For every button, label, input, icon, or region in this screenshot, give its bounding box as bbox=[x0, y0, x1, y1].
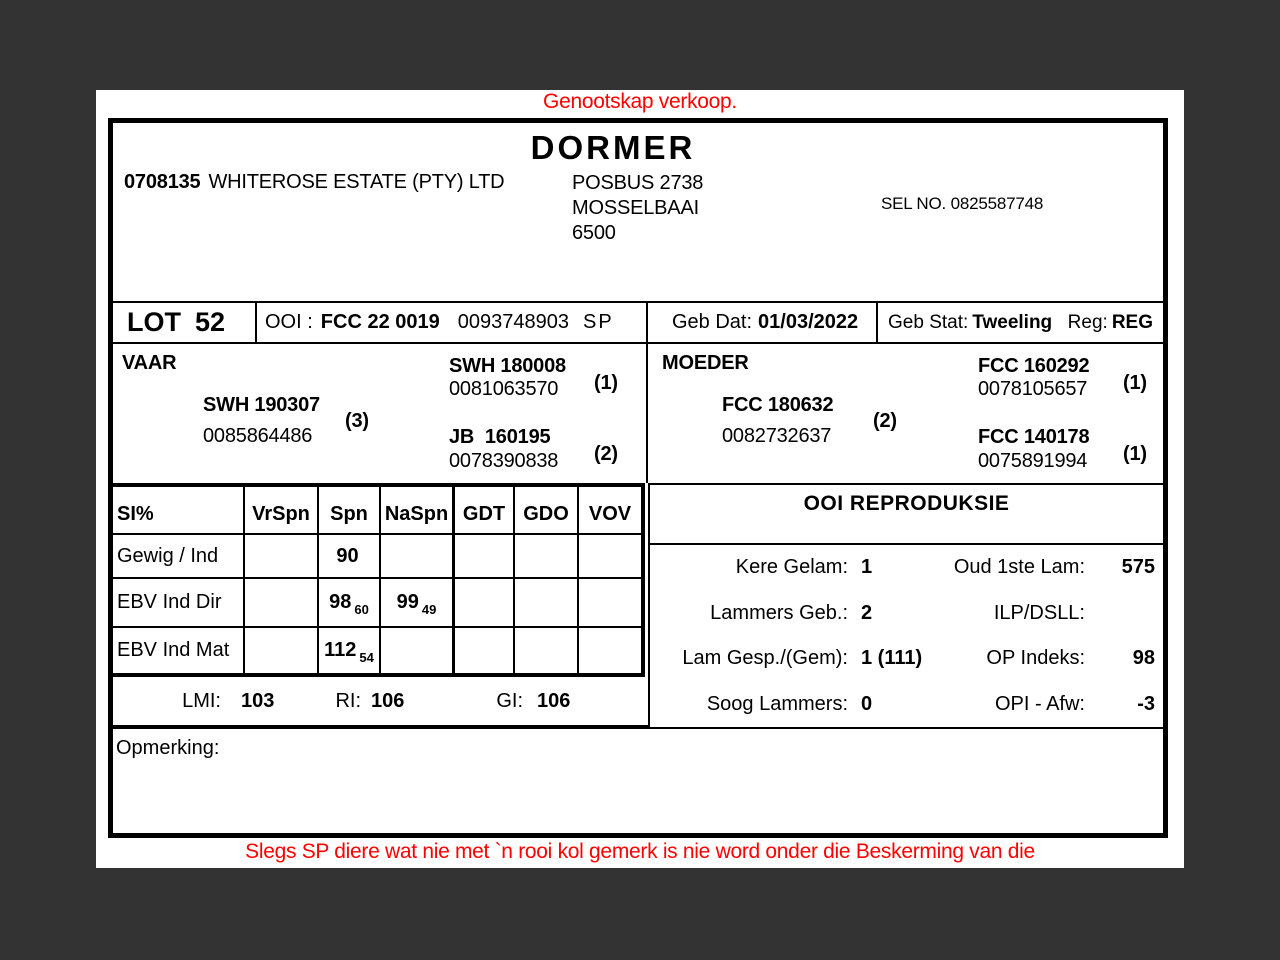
sire-dam-tag: 0078390838 bbox=[449, 450, 559, 472]
spn-value: 98 bbox=[329, 591, 352, 613]
stats-header-gdt: GDT bbox=[455, 487, 515, 535]
dam-sire-tag: 0078105657 bbox=[978, 378, 1088, 400]
cell-number: SEL NO. 0825587748 bbox=[881, 194, 1044, 213]
stats-cell-gdt bbox=[455, 579, 515, 628]
repro-label: OP Indeks: bbox=[986, 647, 1085, 670]
dam-dam-id: FCC 140178 bbox=[978, 426, 1090, 448]
ewe-id-cell bbox=[257, 303, 648, 342]
sire-tag: 0085864486 bbox=[203, 425, 313, 447]
gi-value: 106 bbox=[537, 690, 571, 712]
repro-value: 575 bbox=[1121, 556, 1155, 579]
sire-section-label: VAAR bbox=[122, 352, 177, 374]
stats-cell-gdt bbox=[455, 628, 515, 673]
breed-values-table bbox=[113, 483, 645, 677]
pedigree-section bbox=[113, 344, 1163, 483]
repro-value: 2 bbox=[861, 601, 873, 624]
naspn-value: 99 bbox=[396, 591, 419, 613]
sire-pedigree bbox=[113, 344, 648, 483]
birth-status-cell bbox=[878, 303, 1163, 342]
ewe-stud-id: FCC 22 0019 bbox=[320, 311, 440, 333]
stats-cell-gdo bbox=[515, 579, 579, 628]
stats-cell-gdo bbox=[515, 628, 579, 673]
ri-value: 106 bbox=[371, 690, 405, 712]
stats-header-si: SI% bbox=[113, 487, 245, 535]
repro-value: 98 bbox=[1132, 647, 1155, 670]
member-number: 0708135 bbox=[124, 171, 201, 193]
card-header bbox=[113, 123, 1163, 301]
reproduction-grid bbox=[650, 545, 1163, 727]
stats-row-label: EBV Ind Dir bbox=[113, 579, 245, 628]
lot-number: 52 bbox=[195, 307, 226, 337]
stats-header-spn: Spn bbox=[319, 487, 381, 535]
stats-cell-spn bbox=[319, 579, 381, 628]
dam-dam-tag: 0075891994 bbox=[978, 450, 1088, 472]
repro-value: 1 bbox=[861, 556, 873, 579]
stats-cell-vov bbox=[579, 535, 641, 579]
repro-value: -3 bbox=[1137, 692, 1155, 715]
reproduction-title: OOI REPRODUKSIE bbox=[650, 485, 1163, 545]
spn-accuracy: 60 bbox=[354, 602, 369, 617]
ooi-label: OOI : bbox=[265, 311, 313, 333]
lot-number-cell bbox=[113, 303, 257, 342]
dam-sire-count: (1) bbox=[1123, 372, 1147, 394]
stats-cell-vrspn bbox=[245, 579, 319, 628]
repro-value bbox=[1085, 591, 1160, 637]
repro-value: 1 (111) bbox=[861, 647, 923, 670]
repro-label: OPI - Afw: bbox=[994, 692, 1085, 715]
dam-sire-id: FCC 160292 bbox=[978, 355, 1090, 377]
lot-row bbox=[113, 301, 1163, 344]
dam-pedigree bbox=[650, 344, 1163, 483]
sale-catalog-page bbox=[96, 90, 1184, 868]
lmi-label: LMI: bbox=[182, 690, 221, 712]
stats-cell-spn bbox=[319, 535, 381, 579]
stats-cell-gdo bbox=[515, 535, 579, 579]
naspn-accuracy: 49 bbox=[421, 602, 437, 617]
spn-value: 112 bbox=[324, 639, 357, 661]
sire-dam-id: JB 160195 bbox=[449, 426, 551, 448]
gi-label: GI: bbox=[496, 690, 523, 712]
lot-label: LOT bbox=[127, 307, 181, 337]
spn-value: 90 bbox=[336, 544, 359, 567]
owner-row bbox=[124, 171, 504, 194]
sire-sire-id: SWH 180008 bbox=[449, 355, 566, 377]
address-line-2: MOSSELBAAI bbox=[572, 197, 699, 219]
stats-cell-spn bbox=[319, 628, 381, 673]
sire-id: SWH 190307 bbox=[203, 394, 320, 416]
repro-label: Kere Gelam: bbox=[735, 556, 848, 579]
stats-cell-naspn bbox=[381, 535, 455, 579]
birth-date-label: Geb Dat: bbox=[672, 311, 753, 333]
sire-dam-count: (2) bbox=[594, 443, 618, 465]
dam-tag: 0082732637 bbox=[722, 425, 832, 447]
lmi-value: 103 bbox=[241, 690, 275, 712]
repro-label: Lammers Geb.: bbox=[710, 601, 848, 624]
stats-cell-vrspn bbox=[245, 628, 319, 673]
dam-dam-count: (1) bbox=[1123, 443, 1147, 465]
stats-header-gdo: GDO bbox=[515, 487, 579, 535]
ri-label: RI: bbox=[335, 690, 361, 712]
ewe-sp-flag: SP bbox=[583, 311, 614, 333]
dam-id: FCC 180632 bbox=[722, 394, 834, 416]
ewe-reproduction-panel bbox=[648, 483, 1163, 727]
sire-sire-count: (1) bbox=[594, 372, 618, 394]
repro-value: 0 bbox=[861, 692, 873, 715]
stats-header-vrspn: VrSpn bbox=[245, 487, 319, 535]
stats-cell-vrspn bbox=[245, 535, 319, 579]
remark-label: Opmerking: bbox=[116, 737, 220, 759]
stats-cell-gdt bbox=[455, 535, 515, 579]
lot-card bbox=[108, 118, 1168, 838]
ewe-tag-number: 0093748903 bbox=[457, 311, 569, 333]
postal-address bbox=[572, 171, 703, 246]
owner-name: WHITEROSE ESTATE (PTY) LTD bbox=[208, 171, 505, 193]
repro-label: Lam Gesp./(Gem): bbox=[682, 647, 848, 670]
birth-date-value: 01/03/2022 bbox=[758, 311, 859, 333]
top-note: Genootskap verkoop. bbox=[543, 90, 737, 113]
address-line-3: 6500 bbox=[572, 222, 616, 244]
reg-label: Reg: bbox=[1067, 311, 1108, 333]
remark-section bbox=[113, 727, 1163, 833]
address-line-1: POSBUS 2738 bbox=[572, 172, 704, 194]
birth-date-cell bbox=[648, 303, 878, 342]
stats-header-naspn: NaSpn bbox=[381, 487, 455, 535]
repro-label: Soog Lammers: bbox=[706, 692, 848, 715]
stats-header-vov: VOV bbox=[579, 487, 641, 535]
index-summary-row bbox=[113, 677, 650, 727]
stats-row-label: EBV Ind Mat bbox=[113, 628, 245, 673]
stats-cell-vov bbox=[579, 579, 641, 628]
breed-title: DORMER bbox=[530, 129, 696, 166]
stats-row-label: Gewig / Ind bbox=[113, 535, 245, 579]
sire-sire-tag: 0081063570 bbox=[449, 378, 559, 400]
spn-accuracy: 54 bbox=[359, 650, 374, 665]
reg-value: REG bbox=[1111, 311, 1153, 333]
repro-label: ILP/DSLL: bbox=[993, 601, 1085, 624]
repro-label: Oud 1ste Lam: bbox=[953, 556, 1085, 579]
dam-section-label: MOEDER bbox=[662, 352, 749, 374]
dam-count: (2) bbox=[873, 410, 897, 432]
stats-cell-naspn bbox=[381, 628, 455, 673]
stats-cell-naspn bbox=[381, 579, 455, 628]
bottom-note: Slegs SP diere wat nie met `n rooi kol gemerk is nie word onder die Beskerming van die bbox=[245, 840, 1035, 863]
birth-status-value: Tweeling bbox=[972, 311, 1053, 333]
birth-status-label: Geb Stat: bbox=[888, 311, 969, 333]
sire-count: (3) bbox=[345, 410, 369, 432]
stats-cell-vov bbox=[579, 628, 641, 673]
